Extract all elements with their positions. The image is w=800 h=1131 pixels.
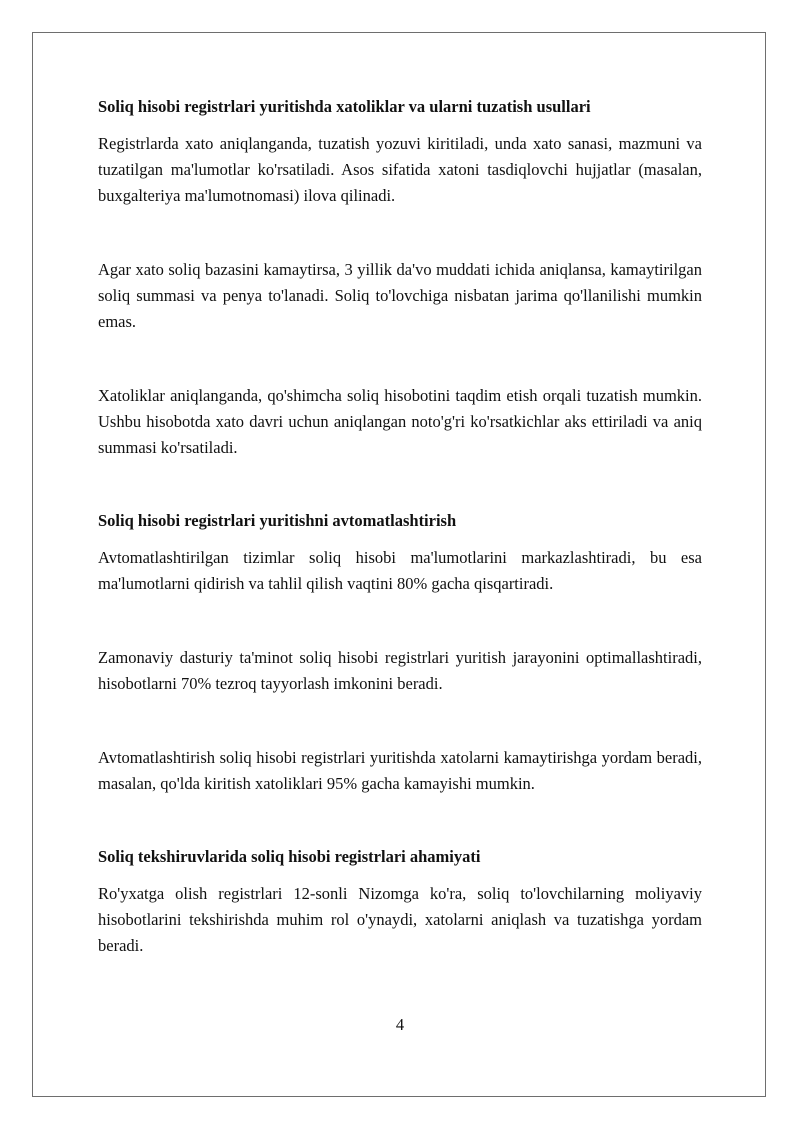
page-content [98, 95, 702, 959]
section-heading-tax-audits: Soliq tekshiruvlarida soliq hisobi registrlari ahamiyati [98, 847, 481, 866]
paragraph-error-reduction: Avtomatlashtirish soliq hisobi registrlari yuritishda xatolarni kamaytirishga yordam beradi, masalan, qo'lda kiritish xatoliklari 95% gacha kamayishi mumkin. [98, 748, 702, 793]
paragraph-registration-registers: Ro'yxatga olish registrlari 12-sonli Nizomga ko'ra, soliq to'lovchilarning moliyaviy hisobotlarini tekshirishda muhim rol o'ynaydi, xatolarni aniqlash va tuzatishga yordam beradi. [98, 884, 702, 955]
paragraph-tax-base-reduction: Agar xato soliq bazasini kamaytirsa, 3 yillik da'vo muddati ichida aniqlansa, kamaytirilgan soliq summasi va penya to'lanadi. Soliq to'lovchiga nisbatan jarima qo'llanilishi mumkin emas. [98, 260, 702, 331]
paragraph-automated-systems: Avtomatlashtirilgan tizimlar soliq hisobi ma'lumotlarini markazlashtiradi, bu esa ma'lumotlarni qidirish va tahlil qilish vaqtini 80% gacha qisqartiradi. [98, 548, 702, 593]
page-number: 4 [395, 1015, 405, 1034]
paragraph-additional-report: Xatoliklar aniqlanganda, qo'shimcha soliq hisobotini taqdim etish orqali tuzatish mumkin. Ushbu hisobotda xato davri uchun aniqlangan noto'g'ri ko'rsatkichlar aks ettiriladi va aniq summasi ko'rsatiladi. [98, 386, 702, 457]
section-heading-error-correction: Soliq hisobi registrlari yuritishda xatoliklar va ularni tuzatish usullari [98, 97, 591, 116]
paragraph-correction-entry: Registrlarda xato aniqlanganda, tuzatish yozuvi kiritiladi, unda xato sanasi, mazmuni va tuzatilgan ma'lumotlar ko'rsatiladi. Asos sifatida xatoni tasdiqlovchi hujjatlar (masalan, buxgalteriya ma'lumotnomasi) ilova qilinadi. [98, 134, 702, 205]
paragraph-modern-software: Zamonaviy dasturiy ta'minot soliq hisobi registrlari yuritish jarayonini optimallashtiradi, hisobotlarni 70% tezroq tayyorlash imkonini beradi. [98, 648, 702, 693]
section-heading-automation: Soliq hisobi registrlari yuritishni avtomatlashtirish [98, 511, 457, 530]
